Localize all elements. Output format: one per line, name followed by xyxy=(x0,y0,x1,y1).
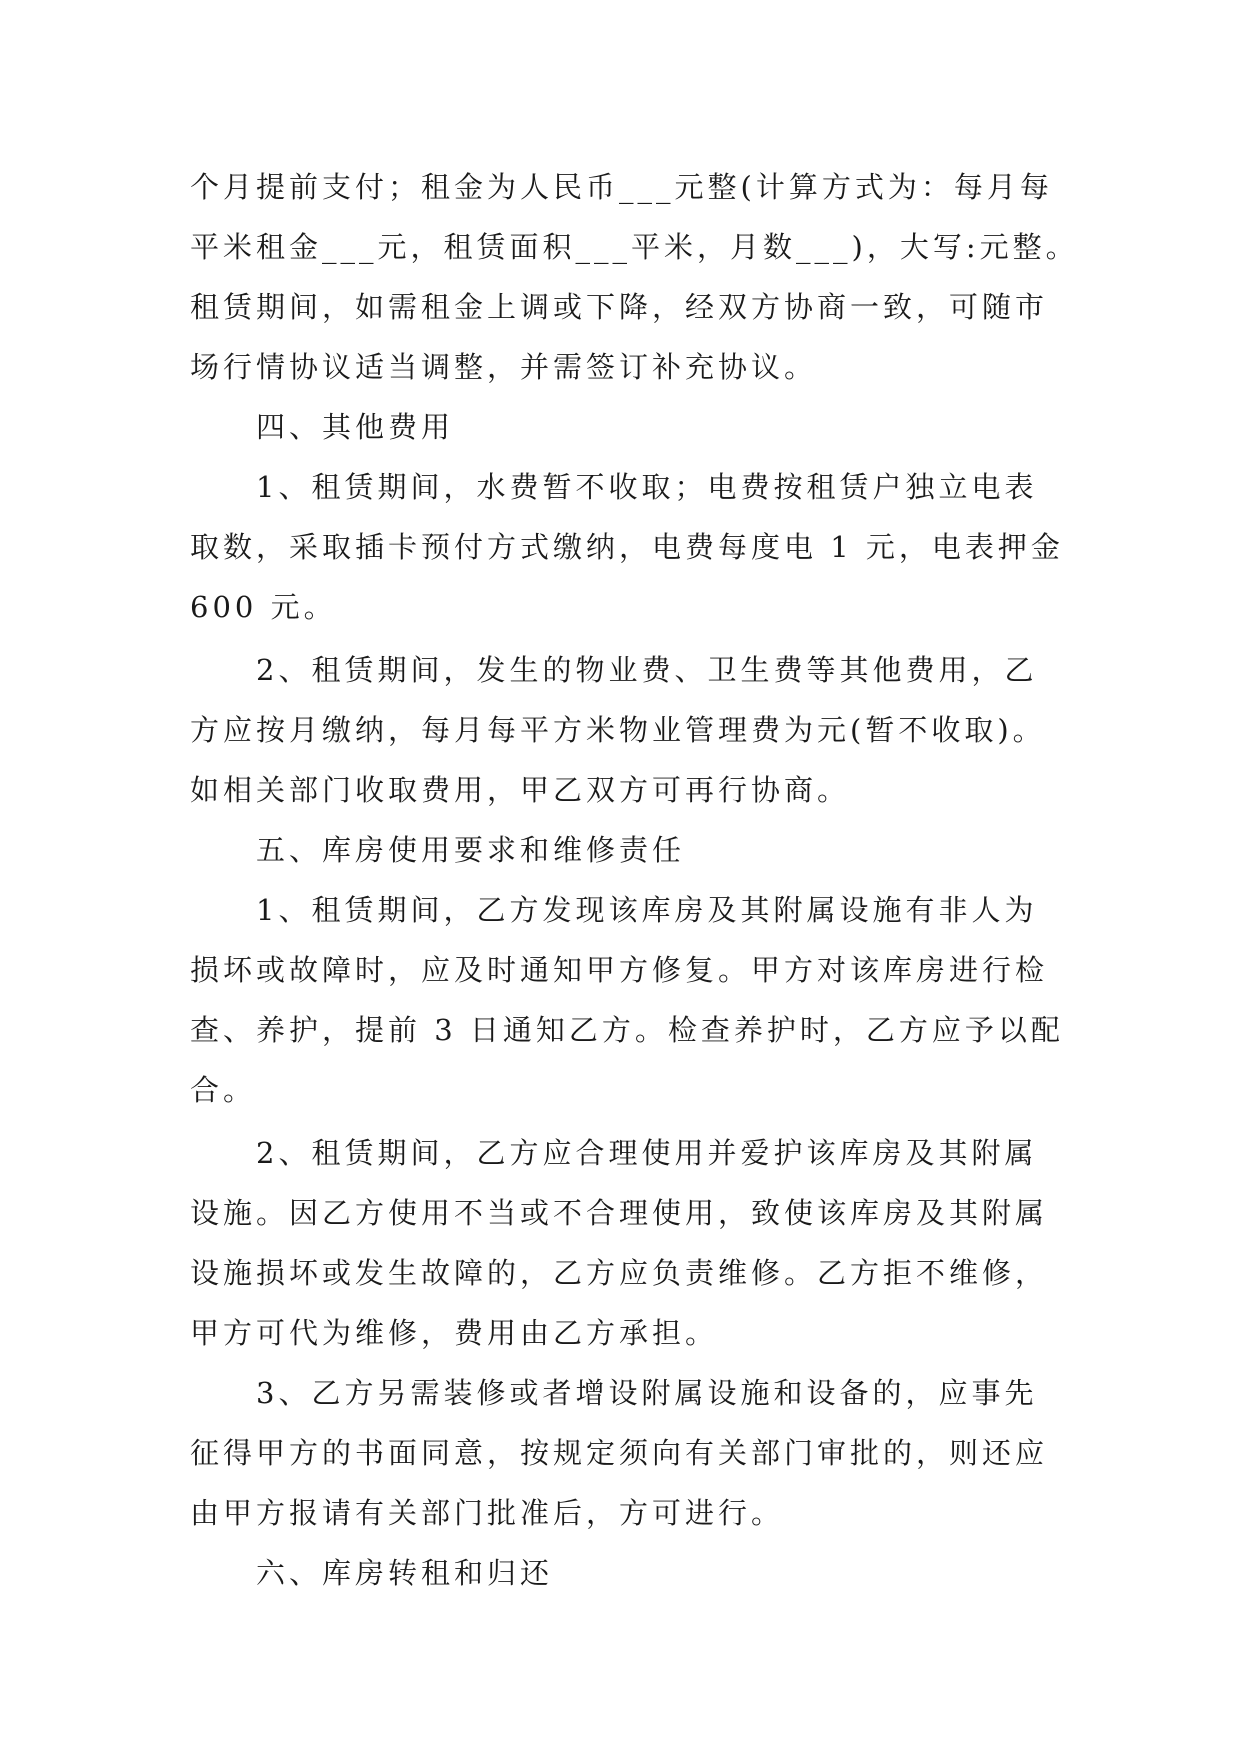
text-line: 取数，采取插卡预付方式缴纳，电费每度电 1 元，电表押金 xyxy=(190,530,1064,564)
text-line: 查、养护，提前 3 日通知乙方。检查养护时，乙方应予以配 xyxy=(190,1013,1064,1047)
text-line: 损坏或故障时，应及时通知甲方修复。甲方对该库房进行检 xyxy=(190,953,1049,987)
text-line: 如相关部门收取费用，甲乙双方可再行协商。 xyxy=(190,773,851,807)
text-line: 征得甲方的书面同意，按规定须向有关部门审批的，则还应 xyxy=(190,1436,1049,1470)
section-heading: 六、库房转租和归还 xyxy=(190,1556,554,1590)
text-line: 合。 xyxy=(190,1073,257,1107)
text-line: 场行情协议适当调整，并需签订补充协议。 xyxy=(190,350,818,384)
text-line: 1、租赁期间，乙方发现该库房及其附属设施有非人为 xyxy=(190,893,1038,927)
text-line: 租赁期间，如需租金上调或下降，经双方协商一致，可随市 xyxy=(190,290,1049,324)
text-line: 由甲方报请有关部门批准后，方可进行。 xyxy=(190,1496,785,1530)
text-line: 1、租赁期间，水费暂不收取；电费按租赁户独立电表 xyxy=(190,470,1038,504)
text-line: 设施损坏或发生故障的，乙方应负责维修。乙方拒不维修， xyxy=(190,1256,1049,1290)
text-line: 方应按月缴纳，每月每平方米物业管理费为元(暂不收取)。 xyxy=(190,713,1046,747)
text-line: 2、租赁期间，乙方应合理使用并爱护该库房及其附属 xyxy=(190,1136,1038,1170)
text-line: 2、租赁期间，发生的物业费、卫生费等其他费用，乙 xyxy=(190,653,1038,687)
text-line: 个月提前支付；租金为人民币___元整(计算方式为：每月每 xyxy=(190,170,1053,204)
text-line: 甲方可代为维修，费用由乙方承担。 xyxy=(190,1316,719,1350)
text-line: 平米租金___元，租赁面积___平米，月数___)，大写:元整。 xyxy=(190,230,1079,264)
section-heading: 五、库房使用要求和维修责任 xyxy=(190,833,686,867)
section-heading: 四、其他费用 xyxy=(190,410,455,444)
document-body xyxy=(190,157,1090,1603)
text-line: 3、乙方另需装修或者增设附属设施和设备的，应事先 xyxy=(190,1376,1038,1410)
text-line: 设施。因乙方使用不当或不合理使用，致使该库房及其附属 xyxy=(190,1196,1049,1230)
text-line: 600 元。 xyxy=(190,590,337,624)
